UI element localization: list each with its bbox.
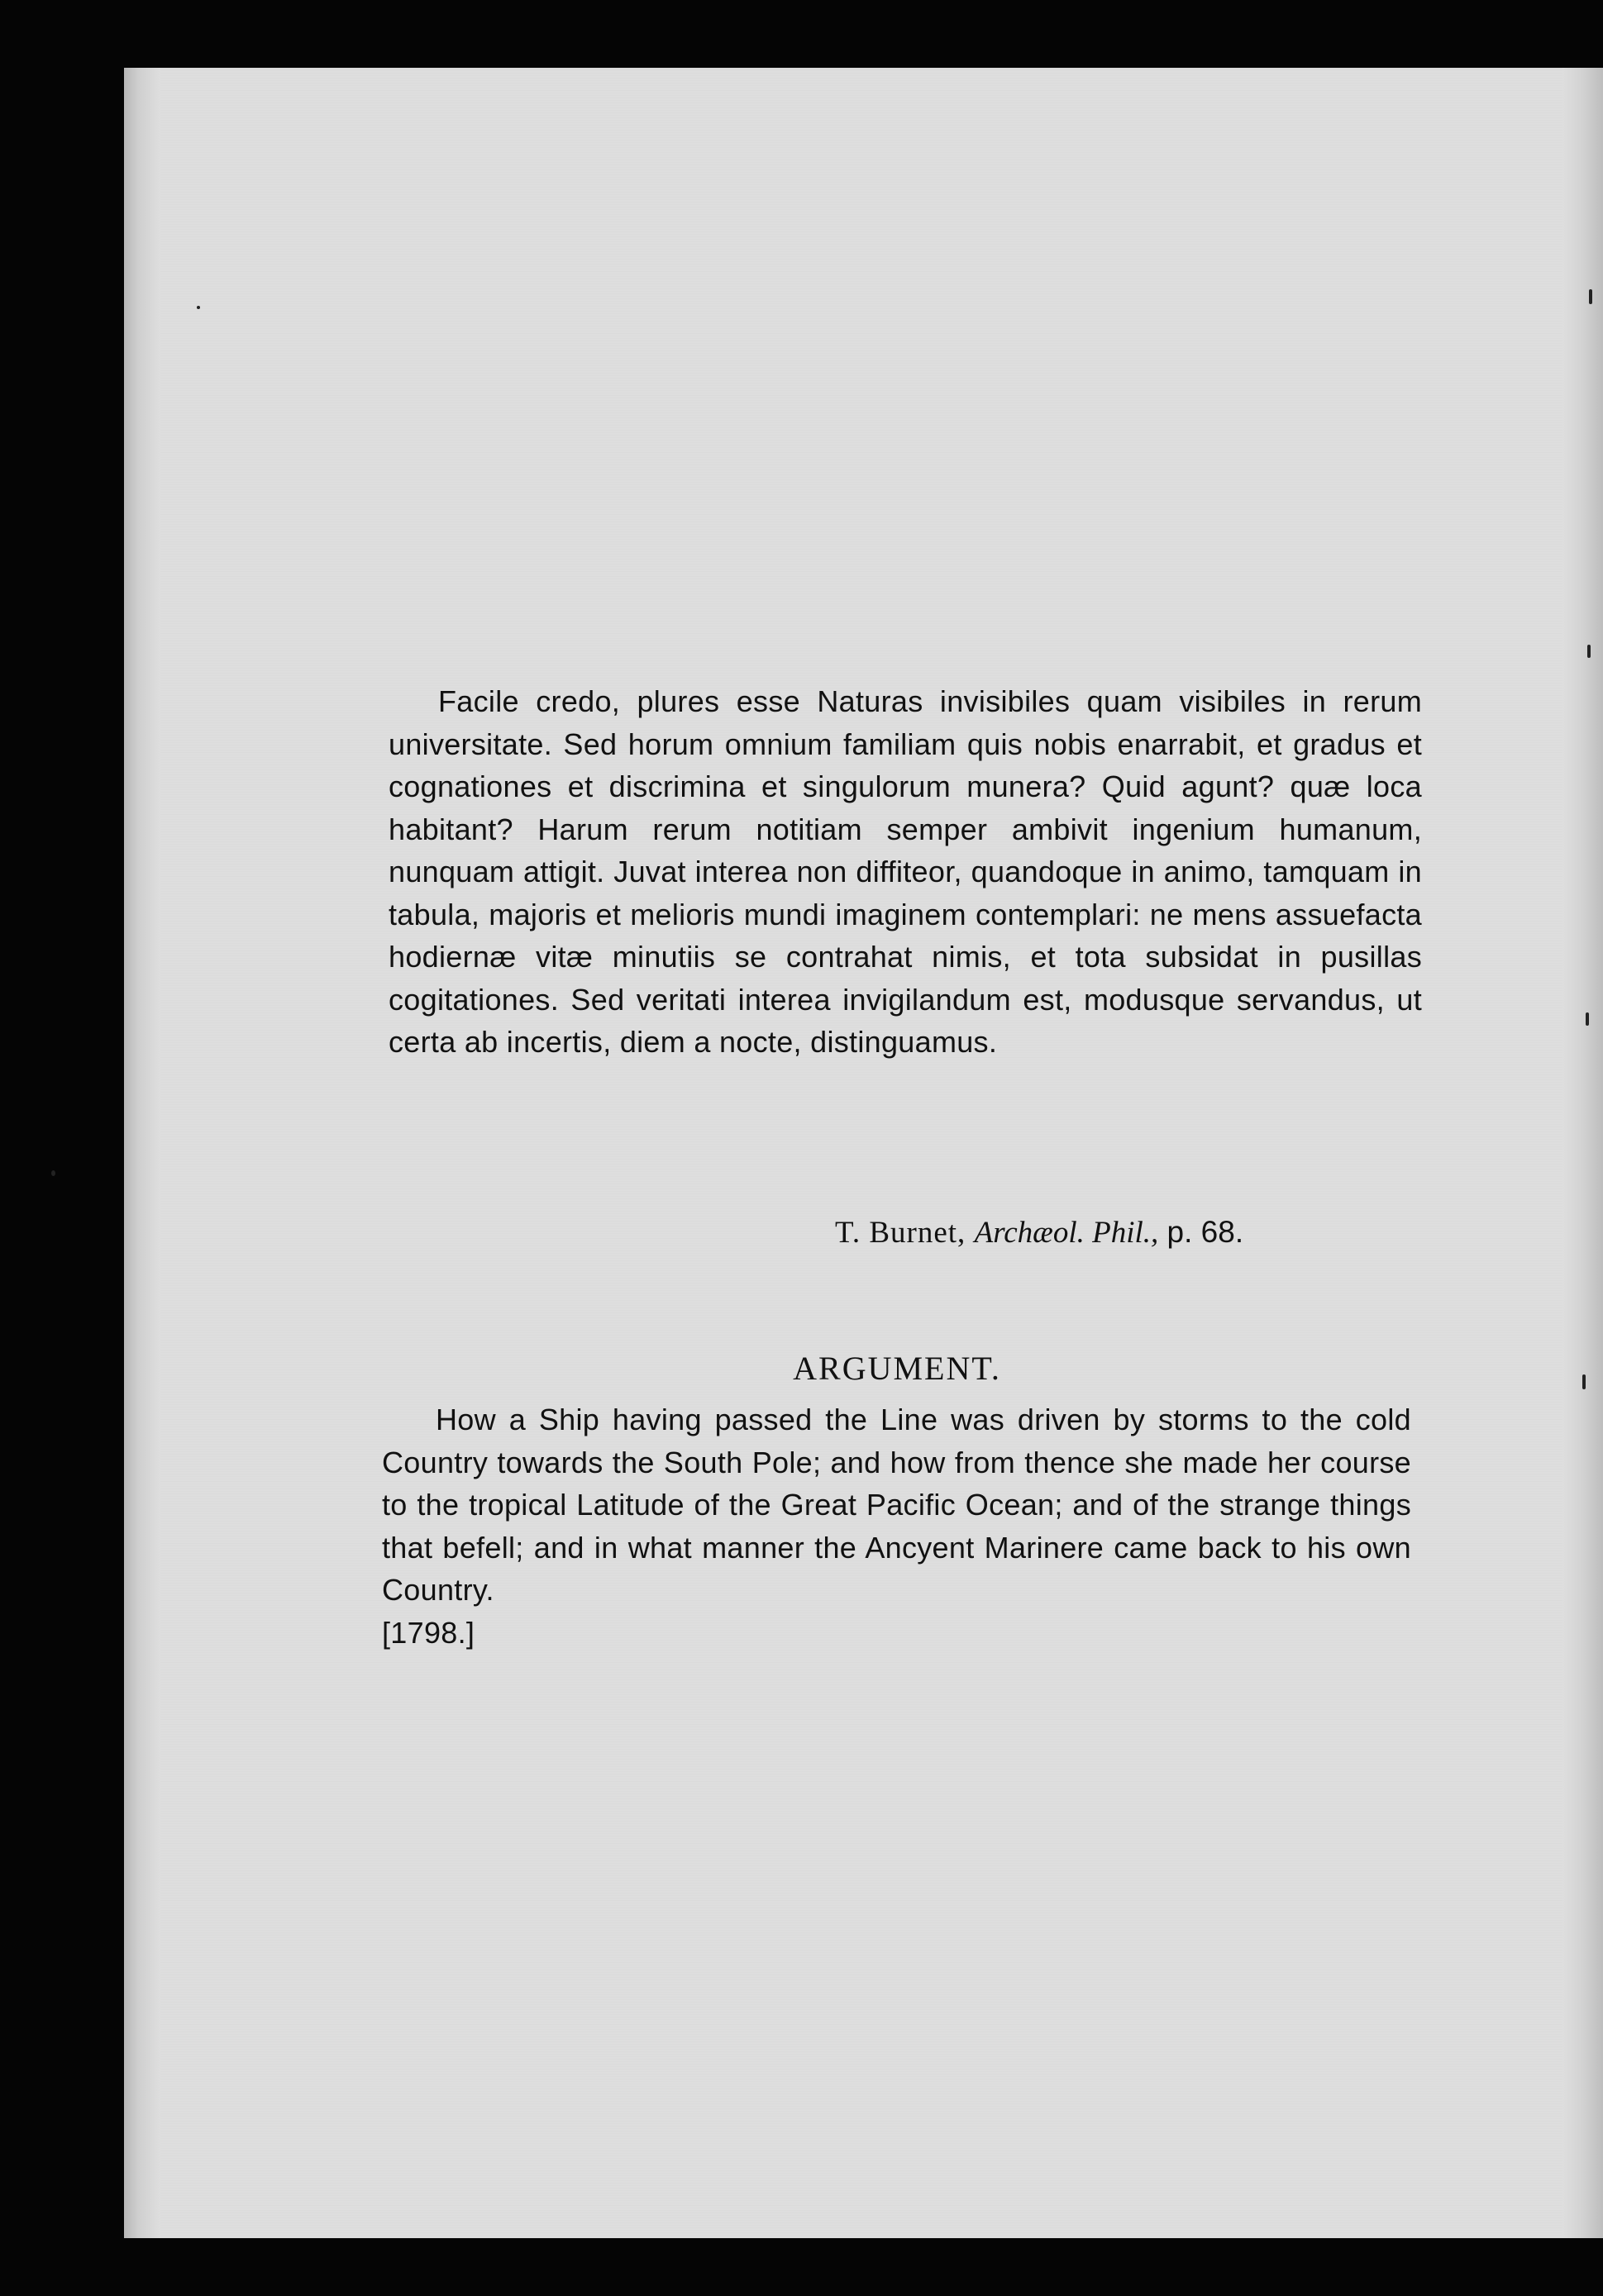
page-fore-edge	[1562, 68, 1603, 2238]
scan-speck	[1582, 1374, 1586, 1389]
argument-paragraph	[382, 1398, 1411, 1654]
epigraph-attribution	[835, 1211, 1430, 1255]
scan-speck	[1587, 645, 1591, 658]
attribution-work: Archæol. Phil.,	[974, 1216, 1159, 1250]
scan-speck	[1586, 1012, 1589, 1026]
attribution-page: p. 68.	[1166, 1215, 1244, 1249]
scan-speck	[197, 306, 200, 309]
page-binding-edge	[124, 68, 160, 2238]
attribution-author: T. Burnet,	[835, 1216, 966, 1250]
scan-speck	[1589, 289, 1592, 304]
argument-text: How a Ship having passed the Line was driven by storms to the cold Country towards the South Pole; and how from thence she made her course to the tropical Latitude of the Great Pacific Ocean; and of the strange things that befell; and in what manner the Ancyent Marinere came back to his own Country.	[382, 1403, 1411, 1607]
scan-speck	[51, 1170, 55, 1176]
epigraph-paragraph: Facile credo, plures esse Naturas invisibiles quam visibiles in rerum universitate. Sed horum omnium familiam quis nobis enarrabit, et gradus et cognationes et discrimina et singulorum munera? Quid agunt? quæ loca habitant? Harum rerum notitiam semper ambivit ingenium humanum, nunquam attigit. Juvat interea non diffiteor, quandoque in animo, tamquam in tabula, majoris et melioris mundi imaginem contemplari: ne mens assuefacta hodiernæ vitæ minutiis se contrahat nimis, et tota subsidat in pusillas cogitationes. Sed veritati interea invigilandum est, modusque servandus, ut certa ab incertis, diem a nocte, distinguamus.	[389, 684, 1422, 1059]
argument-date: [1798.]	[382, 1615, 475, 1650]
book-page	[124, 68, 1603, 2238]
argument-heading: ARGUMENT.	[793, 1350, 1001, 1387]
